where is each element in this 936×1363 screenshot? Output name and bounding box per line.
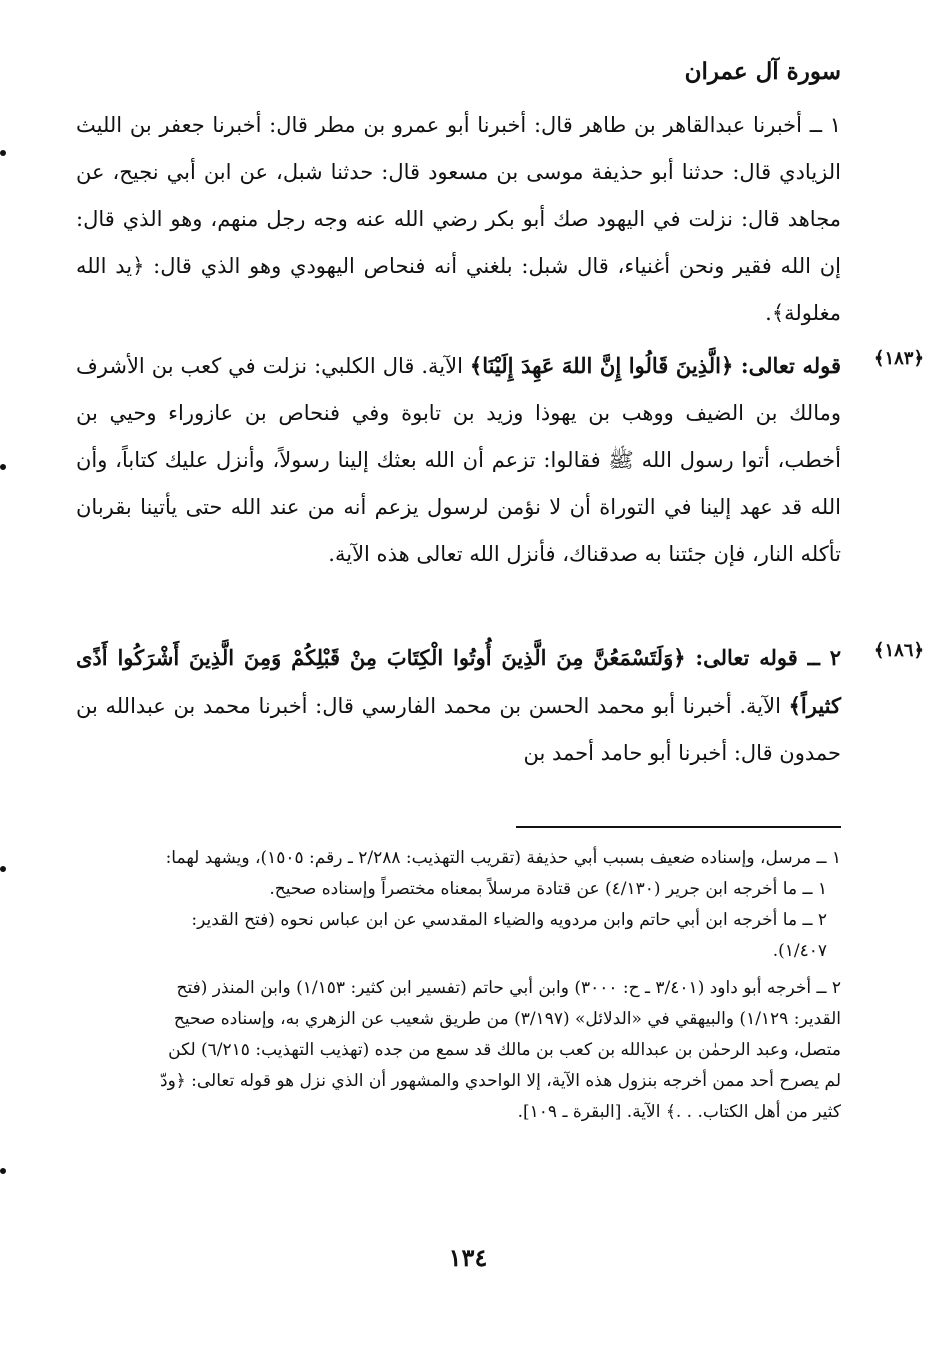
verse-183-lead: قوله تعالى: ﴿الَّذِينَ قَالُوا إِنَّ اللهَ عَهِدَ إِلَيْنَا﴾: [469, 353, 841, 378]
verse-ref-186: ﴿١٨٦﴾: [873, 640, 924, 661]
verse-186-lead: ٢ ــ قوله تعالى: ﴿وَلَتَسْمَعُنَّ مِنَ الَّذِينَ أُوتُوا الْكِتَابَ مِنْ قَبْلِكُمْ وَمِنَ الَّذِينَ أَشْرَكُوا أَذًى كثيراً﴾: [76, 645, 841, 718]
narration-1: [76, 102, 841, 337]
surah-title: سورة آل عمران: [684, 58, 841, 85]
verse-183-text: الآية. قال الكلبي: نزلت في كعب بن الأشرف ومالك بن الضيف ووهب بن يهوذا وزيد بن تابوة وفي فنحاص بن عازوراء وحيي بن أخطب، أتوا رسول الله ﷺ فقالوا: تزعم أن الله بعثك إلينا رسولاً، وأنزل عليك كتاباً، وأن الله قد عهد إلينا في التوراة أن لا نؤمن لرسول يزعم أنه من عند الله حتى يأتينا بقربان تأكله النار، فإن جئتنا به صدقناك، فأنزل الله تعالى هذه الآية.: [76, 354, 841, 566]
margin-mark: [0, 464, 6, 470]
narration-1-text: ١ ــ أخبرنا عبدالقاهر بن طاهر قال: أخبرنا أبو عمرو بن مطر قال: أخبرنا جعفر بن الليث الزيادي قال: حدثنا أبو حذيفة موسى بن مسعود قال: حدثنا شبل، عن ابن أبي نجيح، عن مجاهد قال: نزلت في اليهود صك أبو بكر رضي الله عنه وجه رجل منهم، وهو الذي قال: إن الله فقير ونحن أغنياء، قال شبل: بلغني أنه فنحاص اليهودي وهو الذي قال: ﴿يد الله مغلولة﴾.: [76, 113, 841, 325]
margin-mark: [0, 866, 6, 872]
verse-183-paragraph: [76, 342, 841, 578]
footnote-1-item-1: ١ ــ ما أخرجه ابن جرير (٤/١٣٠) عن قتادة مرسلاً بمعناه مختصراً وإسناده صحيح.: [269, 879, 827, 899]
margin-mark: [0, 150, 6, 156]
page-number: ١٣٤: [448, 1243, 488, 1272]
footnote-1-item-2: ٢ ــ ما أخرجه ابن أبي حاتم وابن مردويه والضياء المقدسي عن ابن عباس نحوه (فتح القدير: ١/٤٠٧).: [191, 910, 827, 961]
margin-mark: [0, 1168, 6, 1174]
footnote-2: ٢ ــ أخرجه أبو داود (٣/٤٠١ ـ ح: ٣٠٠٠) وابن أبي حاتم (تفسير ابن كثير: ١/١٥٣) وابن المنذر (فتح القدير: ١/١٢٩) والبيهقي في «الدلائل» (٣/١٩٧) من طريق شعيب عن الزهري به، وإسناده صحيح متصل، وعبد الرحمٰن بن عبدالله بن كعب بن مالك قد سمع من جده (تهذيب التهذيب: ٦/٢١٥) لكن لم يصرح أحد ممن أخرجه بنزول هذه الآية، إلا الواحدي والمشهور أن الذي نزل هو قوله تعالى: ﴿ودّ كثير من أهل الكتاب. . .﴾ الآية. [البقرة ـ ١٠٩].: [160, 978, 841, 1122]
verse-183-block: [76, 342, 841, 578]
footnote-1: ١ ــ مرسل، وإسناده ضعيف بسبب أبي حذيفة (تقريب التهذيب: ٢/٢٨٨ ـ رقم: ١٥٠٥)، ويشهد لهما:: [165, 848, 841, 868]
footnotes: [151, 843, 841, 1128]
verse-186-paragraph: [76, 634, 841, 777]
verse-186-text: الآية. أخبرنا أبو محمد الحسن بن محمد الفارسي قال: أخبرنا محمد بن عبدالله بن حمدون قال: أخبرنا أبو حامد أحمد بن: [76, 694, 841, 765]
verse-ref-183: ﴿١٨٣﴾: [873, 348, 924, 369]
footnote-divider: [516, 826, 841, 828]
verse-186-block: [76, 634, 841, 777]
